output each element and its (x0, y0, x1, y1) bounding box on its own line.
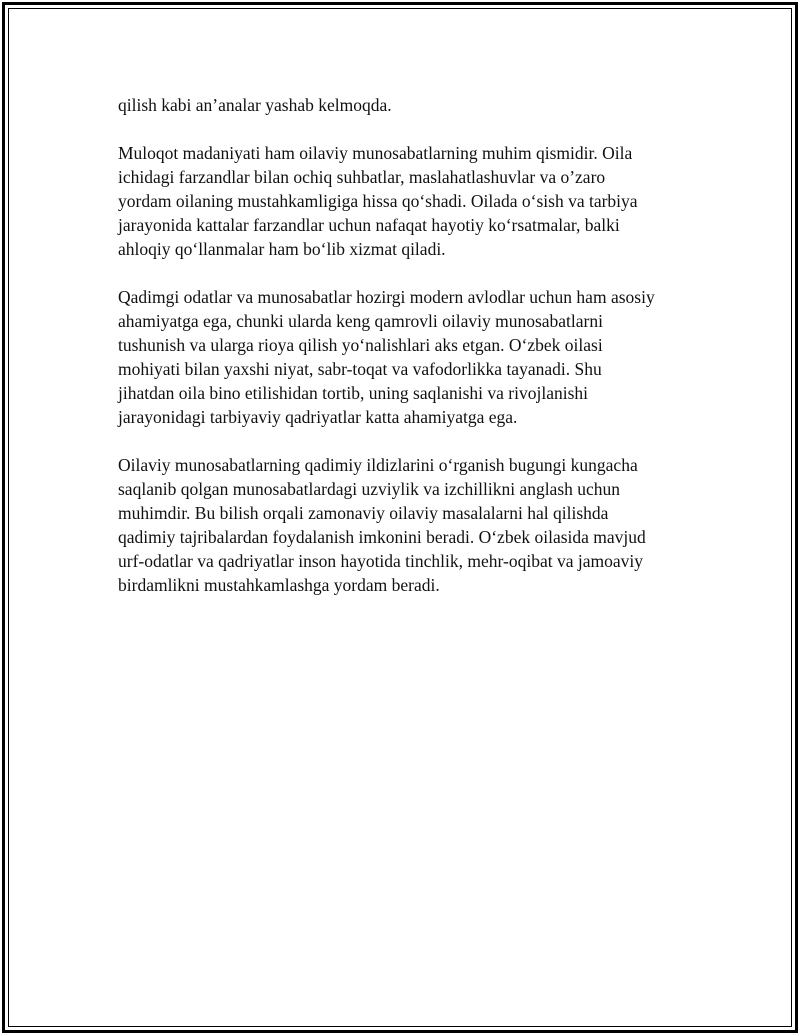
paragraph-3 (118, 285, 678, 429)
paragraph-4 (118, 453, 678, 597)
text-line: jihatdan oila bino etilishidan tortib, uning saqlanishi va rivojlanishi (118, 383, 589, 403)
text-line: muhimdir. Bu bilish orqali zamonaviy oilaviy masalalarni hal qilishda (118, 503, 609, 523)
text-line: yordam oilaning mustahkamligiga hissa qo‘shadi. Oilada o‘sish va tarbiya (118, 191, 638, 211)
paragraph-2 (118, 141, 678, 261)
text-line: jarayonida kattalar farzandlar uchun nafaqat hayotiy ko‘rsatmalar, balki (118, 215, 620, 235)
text-line: Qadimgi odatlar va munosabatlar hozirgi modern avlodlar uchun ham asosiy (118, 287, 655, 307)
text-line: ahloqiy qo‘llanmalar ham bo‘lib xizmat qiladi. (118, 239, 446, 259)
text-line: qadimiy tajribalardan foydalanish imkonini beradi. O‘zbek oilasida mavjud (118, 527, 646, 547)
text-line: Oilaviy munosabatlarning qadimiy ildizlarini o‘rganish bugungi kungacha (118, 455, 638, 475)
text-line: jarayonidagi tarbiyaviy qadriyatlar katta ahamiyatga ega. (118, 407, 518, 427)
text-line: Muloqot madaniyati ham oilaviy munosabatlarning muhim qismidir. Oila (118, 143, 633, 163)
document-body (118, 93, 678, 621)
text-line: qilish kabi an’analar yashab kelmoqda. (118, 95, 392, 115)
paragraph-1 (118, 93, 678, 117)
text-line: mohiyati bilan yaxshi niyat, sabr-toqat va vafodorlikka tayanadi. Shu (118, 359, 602, 379)
text-line: ichidagi farzandlar bilan ochiq suhbatlar, maslahatlashuvlar va o’zaro (118, 167, 606, 187)
text-line: saqlanib qolgan munosabatlardagi uzviylik va izchillikni anglash uchun (118, 479, 621, 499)
text-line: urf-odatlar va qadriyatlar inson hayotida tinchlik, mehr-oqibat va jamoaviy (118, 551, 643, 571)
text-line: tushunish va ularga rioya qilish yo‘nalishlari aks etgan. O‘zbek oilasi (118, 335, 603, 355)
text-line: ahamiyatga ega, chunki ularda keng qamrovli oilaviy munosabatlarni (118, 311, 603, 331)
text-line: birdamlikni mustahkamlashga yordam beradi. (118, 575, 440, 595)
